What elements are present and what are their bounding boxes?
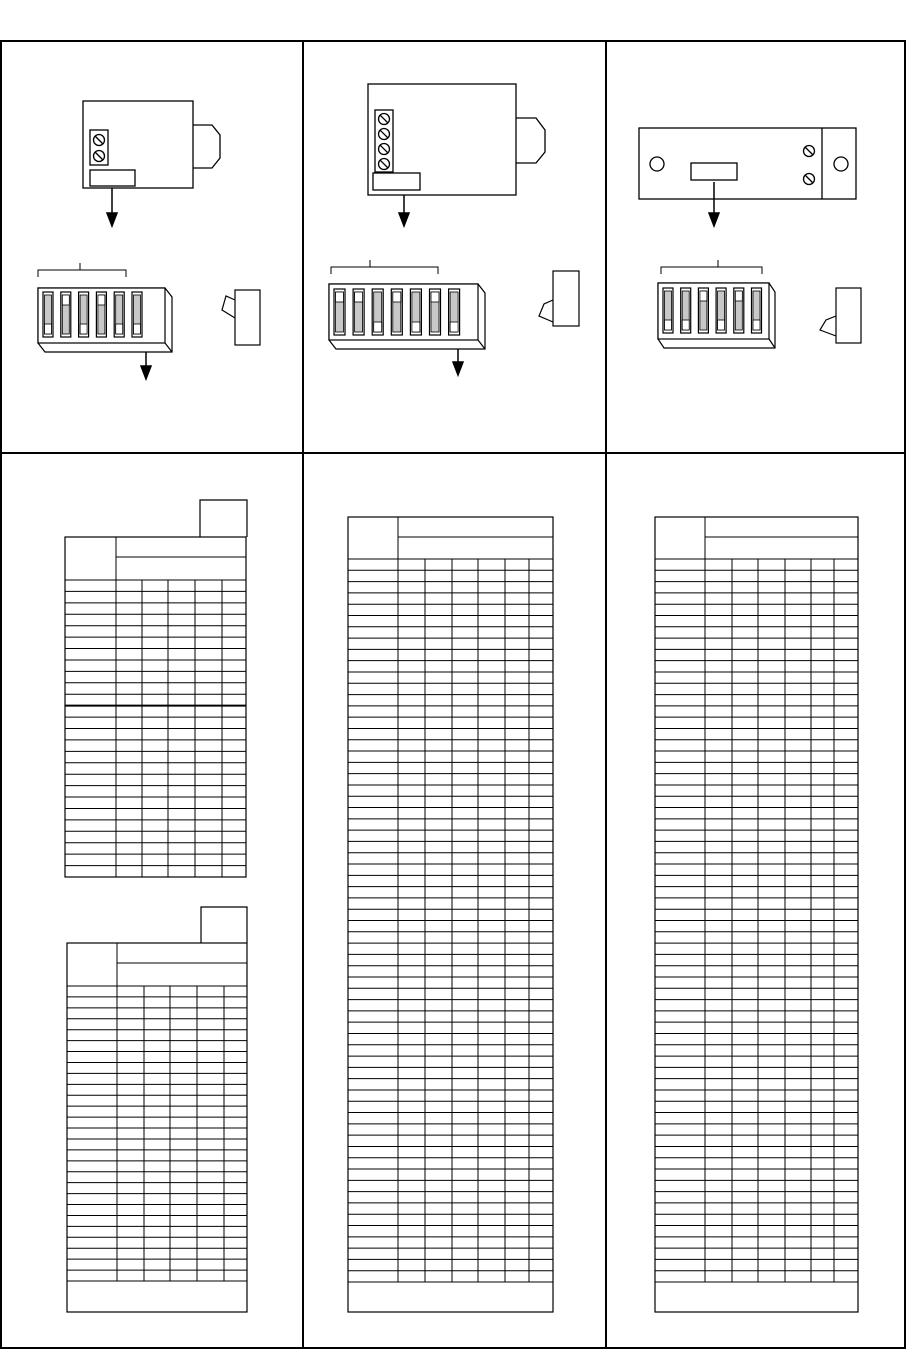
corner-tab: [201, 907, 247, 943]
table-1b: [67, 907, 247, 1312]
table-2: [348, 517, 553, 1312]
table-1a: [65, 500, 247, 877]
table-3: [655, 517, 858, 1312]
corner-tab: [200, 500, 247, 537]
